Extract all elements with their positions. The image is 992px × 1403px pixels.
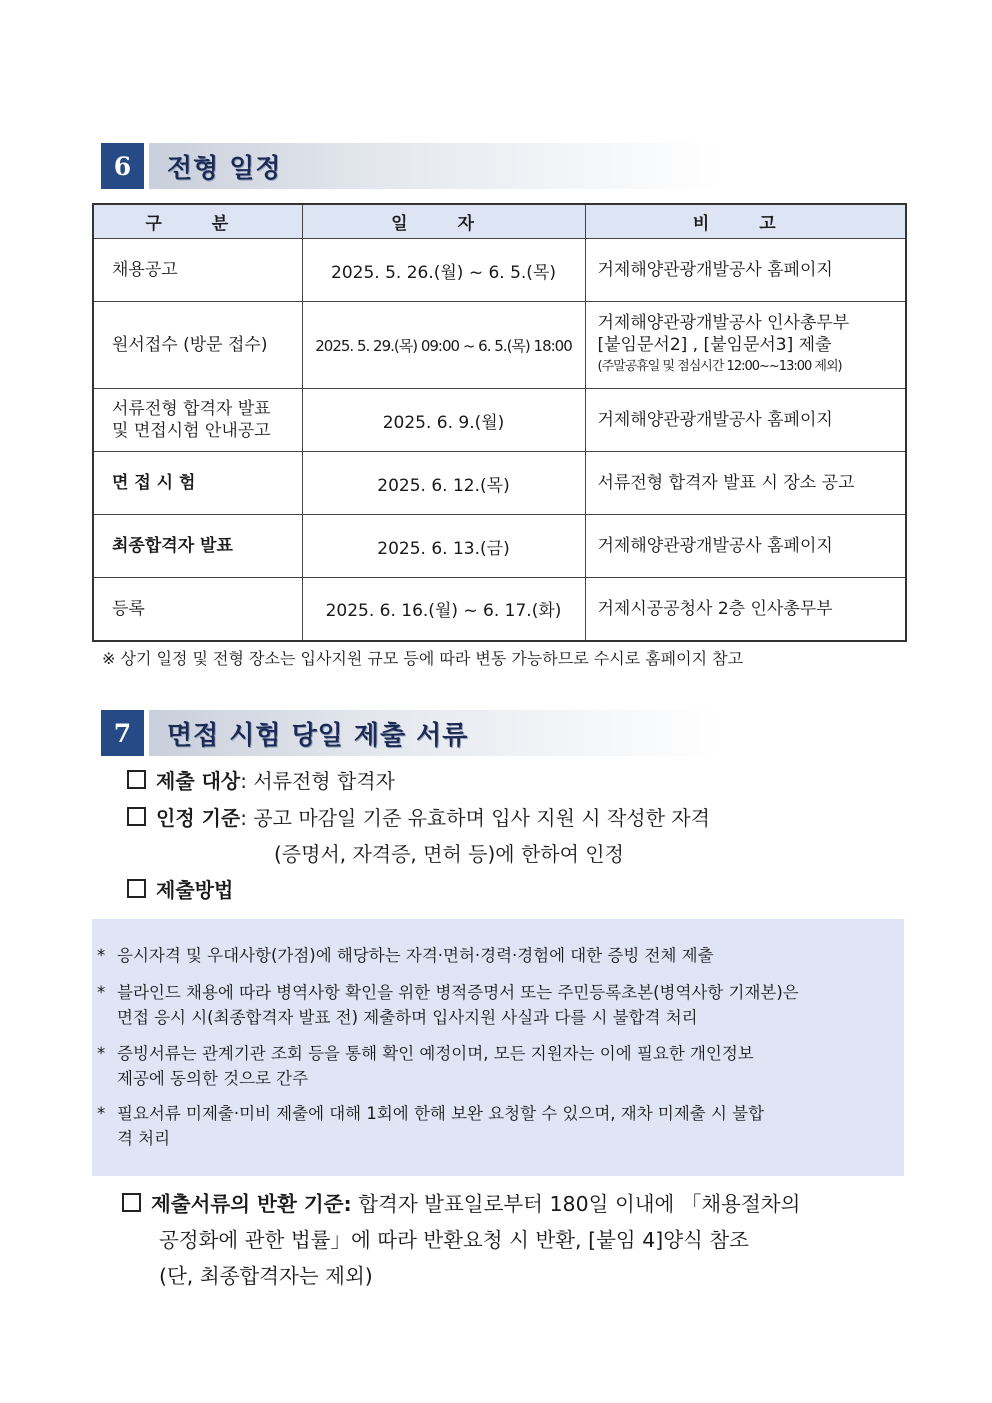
section-6-number: 6 [101,143,144,189]
row-category [93,389,302,452]
return-policy-line: (단, 최종합격자는 제외) [159,1264,373,1288]
row-category-line: 및 면접시험 안내공고 [112,421,271,441]
checkbox-square-icon [127,770,146,789]
checkbox-square-icon [127,879,146,898]
return-policy-label: 제출서류의 반환 기준: [151,1192,352,1216]
bullet-star: * [97,1104,106,1123]
header-note: 비 고 [585,204,906,239]
schedule-table [92,203,907,642]
row-note-line: 거제해양관광개발공사 인사총무부 [597,313,850,333]
row-category: 면 접 시 험 [93,452,302,515]
table-row [93,239,906,302]
row-category: 채용공고 [93,239,302,302]
section-7-title: 면접 시험 당일 제출 서류 [167,720,469,751]
row-note [585,302,906,389]
row-note: 거제해양관광개발공사 홈페이지 [585,239,906,302]
row-date: 2025. 6. 13.(금) [302,515,585,578]
submission-criteria-value: : 공고 마감일 기준 유효하며 입사 지원 시 작성한 자격 [240,806,710,830]
list-item [97,1101,897,1151]
bullet-text: 증빙서류는 관계기관 조회 등을 통해 확인 예정이며, 모든 지원자는 이에 필요한 개인정보 [117,1044,754,1063]
submission-method [127,877,233,903]
table-row [93,302,906,389]
section-7-title-bar [149,710,721,756]
table-row [93,452,906,515]
list-item [97,943,897,968]
bullet-text: 필요서류 미제출·미비 제출에 대해 1회에 한해 보완 요청할 수 있으며, 재차 미제출 시 불합 [117,1104,765,1123]
submission-method-label: 제출방법 [156,878,234,902]
row-date: 2025. 6. 12.(목) [302,452,585,515]
table-row [93,578,906,641]
row-note-line: (주말공휴일 및 점심시간 12:00~~13:00 제외) [597,359,842,374]
submission-target-value: : 서류전형 합격자 [240,769,395,793]
section-7-number: 7 [101,710,144,756]
row-category: 등록 [93,578,302,641]
row-date: 2025. 5. 29.(목) 09:00 ~ 6. 5.(목) 18:00 [302,302,585,389]
checkbox-square-icon [122,1193,141,1212]
submission-criteria-continued: (증명서, 자격증, 면허 등)에 한하여 인정 [274,842,624,866]
checkbox-square-icon [127,807,146,826]
submission-target [127,768,395,794]
bullet-star: * [97,1044,106,1063]
schedule-footnote: ※ 상기 일정 및 전형 장소는 입사지원 규모 등에 따라 변동 가능하므로 수시로 홈페이지 참고 [102,649,744,668]
section-7-header [101,710,721,756]
row-note: 거제시공공청사 2층 인사총무부 [585,578,906,641]
list-item [97,980,897,1030]
row-note: 서류전형 합격자 발표 시 장소 공고 [585,452,906,515]
table-header-row [93,204,906,239]
bullet-star: * [97,983,106,1002]
row-category-line: 서류전형 합격자 발표 [112,399,271,419]
table-row [93,389,906,452]
bullet-star: * [97,946,106,965]
section-6-title: 전형 일정 [167,153,282,184]
submission-criteria-label: 인정 기준 [156,806,241,830]
submission-criteria [127,805,710,831]
row-category: 최종합격자 발표 [93,515,302,578]
return-policy-line: 공정화에 관한 법률」에 따라 반환요청 시 반환, [붙임 4]양식 참조 [159,1228,749,1252]
bullet-text: 응시자격 및 우대사항(가점)에 해당하는 자격·면허·경력·경험에 대한 증빙 전체 제출 [117,946,714,965]
row-date: 2025. 6. 16.(월) ~ 6. 17.(화) [302,578,585,641]
header-category: 구 분 [93,204,302,239]
list-item [97,1041,897,1091]
section-6-header [101,143,721,189]
return-policy-text: 합격자 발표일로부터 180일 이내에 「채용절차의 [358,1192,801,1216]
table-row [93,515,906,578]
return-policy-line [122,1186,912,1222]
bullet-text-continued: 격 처리 [117,1129,171,1148]
bullet-text-continued: 제공에 동의한 것으로 간주 [117,1069,309,1088]
submission-target-label: 제출 대상 [156,769,241,793]
bullet-text: 블라인드 채용에 따라 병역사항 확인을 위한 병적증명서 또는 주민등록초본(병역사항 기재본)은 [117,983,799,1002]
bullet-text-continued: 면접 응시 시(최종합격자 발표 전) 제출하며 입사지원 사실과 다를 시 불합격 처리 [117,1008,698,1027]
row-date: 2025. 6. 9.(월) [302,389,585,452]
row-note-line: [붙임문서2] , [붙임문서3] 제출 [597,335,832,355]
return-policy [122,1186,912,1294]
row-date: 2025. 5. 26.(월) ~ 6. 5.(목) [302,239,585,302]
row-category: 원서접수 (방문 접수) [93,302,302,389]
header-date: 일 자 [302,204,585,239]
row-note: 거제해양관광개발공사 홈페이지 [585,389,906,452]
row-note: 거제해양관광개발공사 홈페이지 [585,515,906,578]
section-6-title-bar [149,143,721,189]
